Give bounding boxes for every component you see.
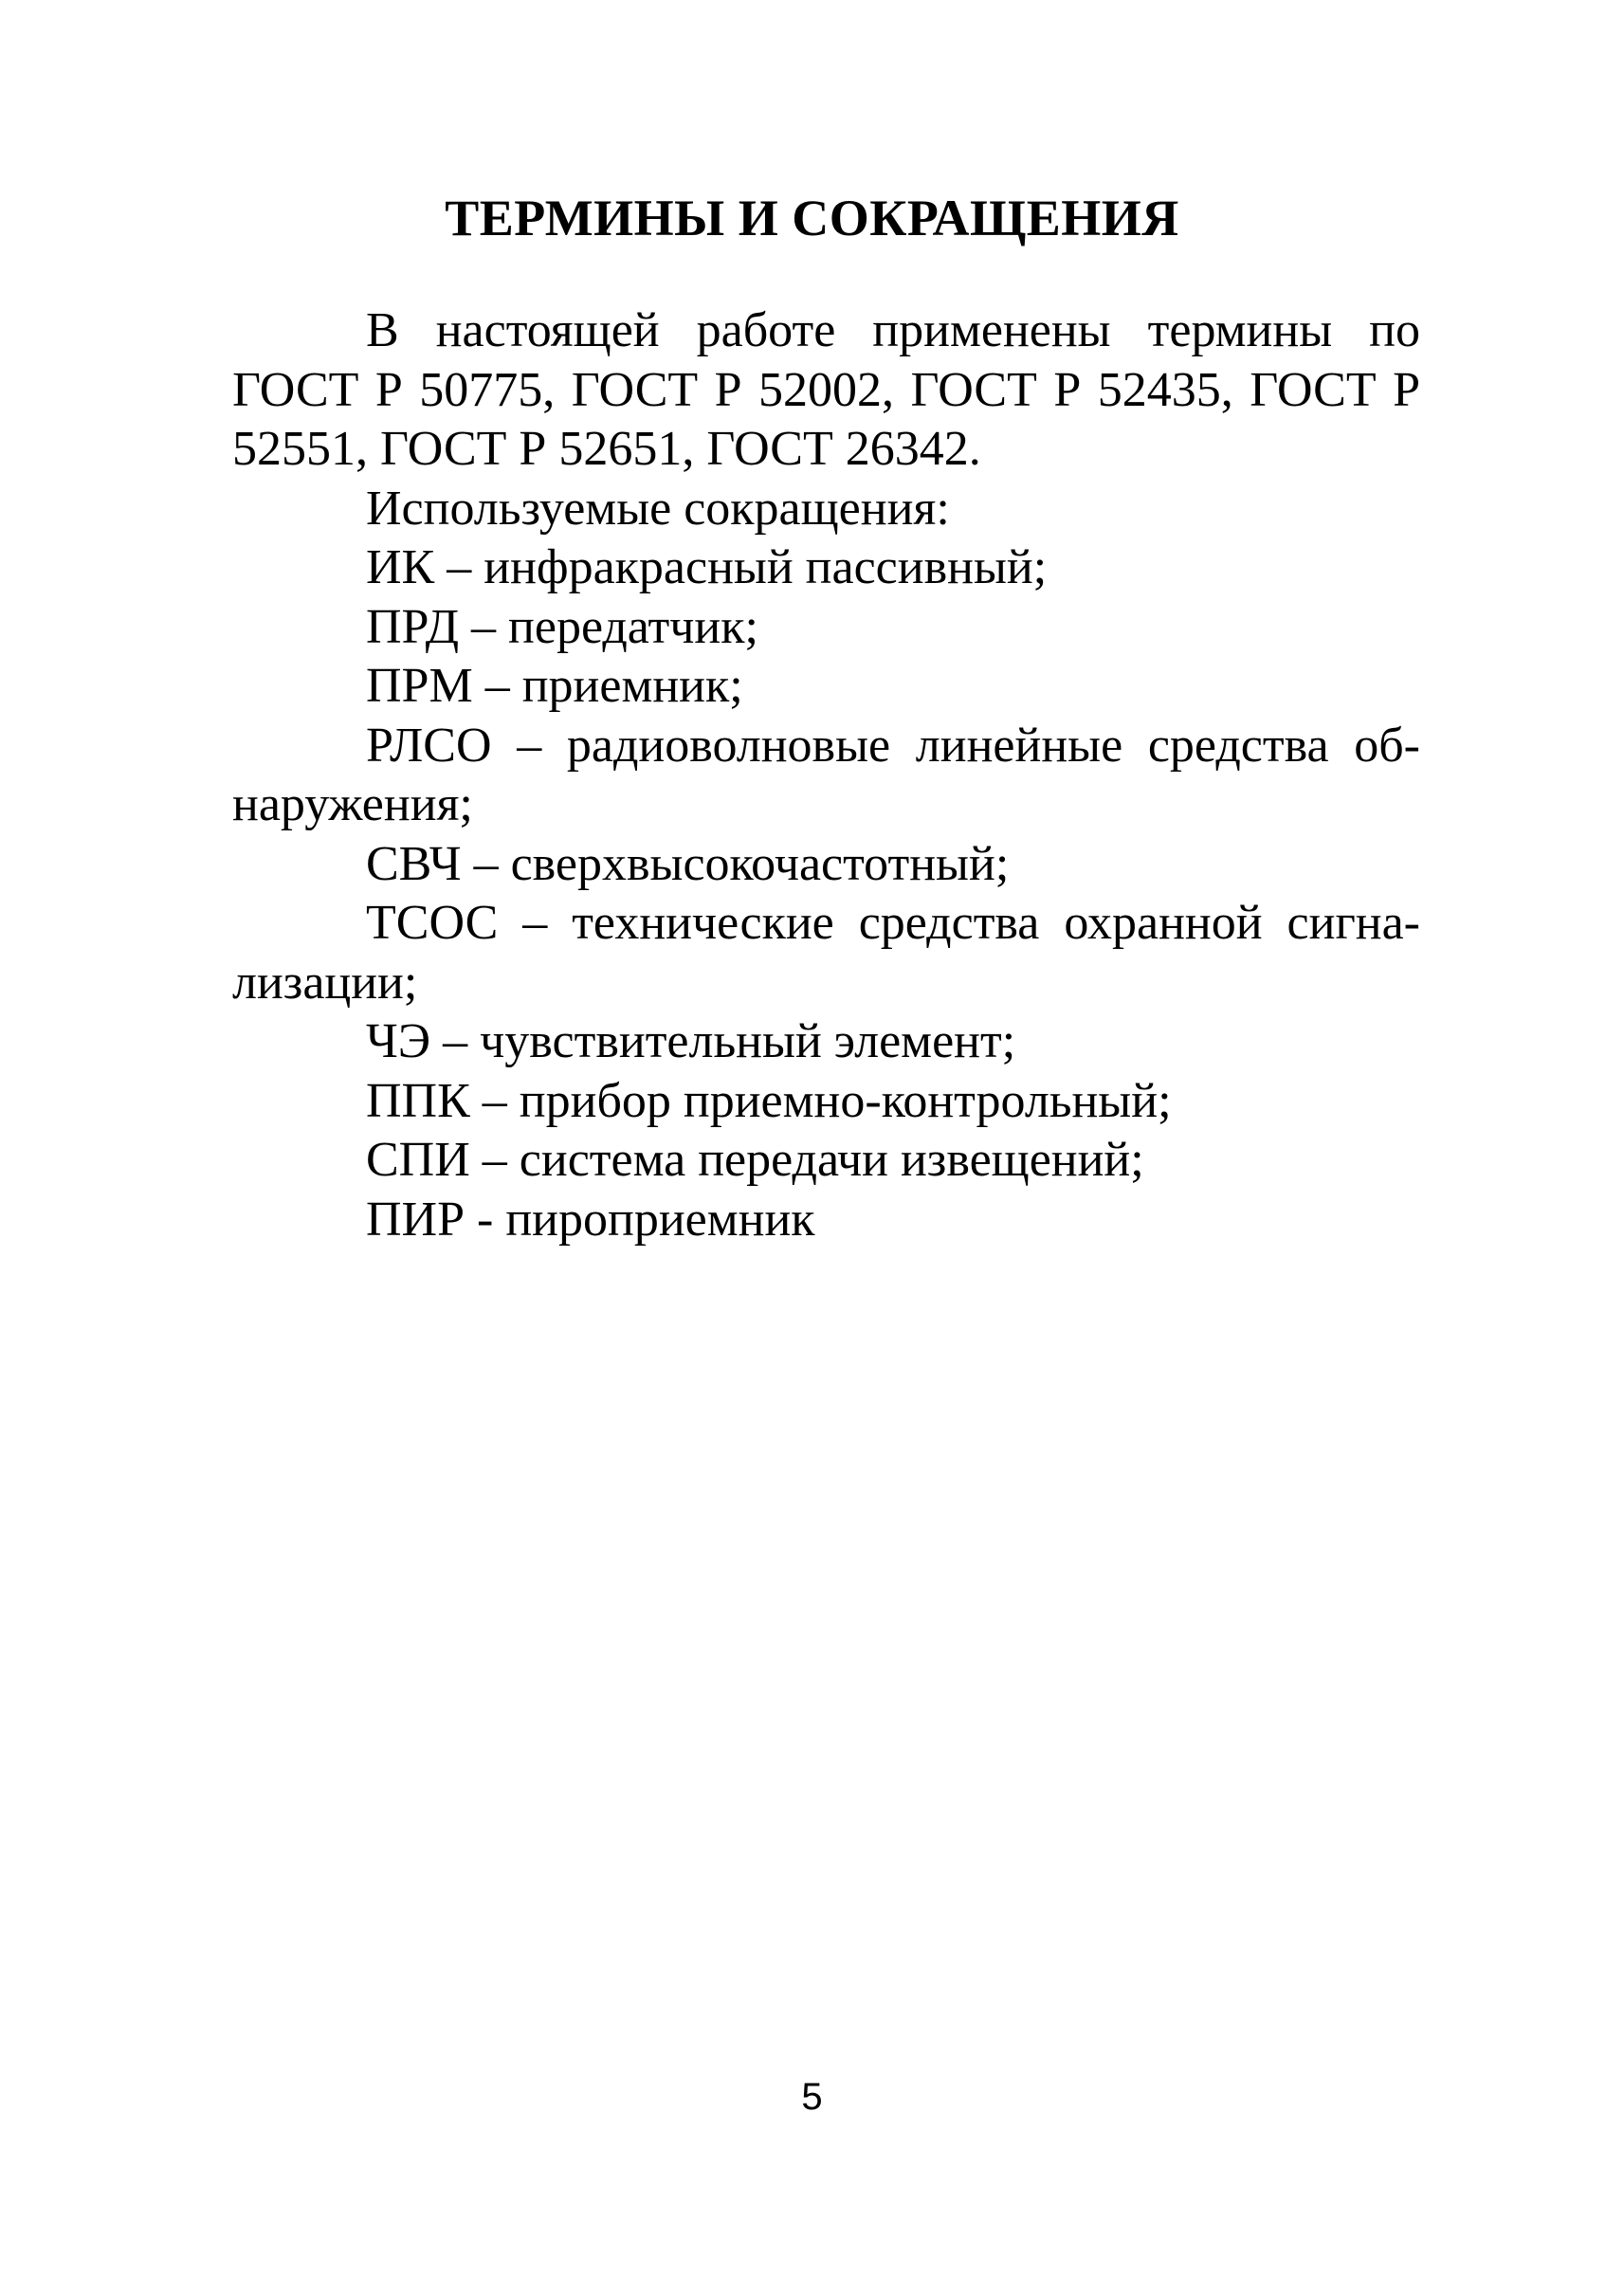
abbreviation-item: ЧЭ – чувствительный элемент;	[366, 1014, 1016, 1068]
abbreviation-item: ТСОС – технические средства охранной сигна-	[366, 896, 1420, 950]
abbreviations-list	[232, 538, 1420, 1249]
abbreviation-item: СПИ – система передачи извещений;	[366, 1133, 1144, 1187]
abbreviation-item: ПРМ – приемник;	[366, 659, 743, 713]
abbreviations-heading: Используемые сокращения:	[366, 481, 950, 536]
abbreviation-item: ПРД – передатчик;	[366, 599, 758, 654]
abbreviation-item-continuation: лизации;	[232, 955, 418, 1010]
abbreviation-item: ППК – прибор приемно-контрольный;	[366, 1073, 1172, 1128]
abbreviation-item-continuation: наружения;	[232, 777, 473, 831]
intro-line: 52551, ГОСТ Р 52651, ГОСТ 26342.	[232, 422, 981, 476]
abbreviation-item: ПИР - пироприемник	[366, 1192, 815, 1247]
abbreviation-item: РЛСО – радиоволновые линейные средства об-	[366, 718, 1420, 773]
page-title: ТЕРМИНЫ И СОКРАЩЕНИЯ	[445, 190, 1179, 246]
intro-paragraph	[232, 301, 1420, 480]
intro-line: В настоящей работе применены термины по	[366, 303, 1420, 357]
page-number: 5	[801, 2076, 823, 2118]
abbreviation-item: ИК – инфракрасный пассивный;	[366, 540, 1048, 594]
abbreviation-item: СВЧ – сверхвысокочастотный;	[366, 836, 1010, 891]
document-body	[232, 301, 1420, 1249]
intro-line: ГОСТ Р 50775, ГОСТ Р 52002, ГОСТ Р 52435, ГОСТ Р	[232, 362, 1420, 417]
